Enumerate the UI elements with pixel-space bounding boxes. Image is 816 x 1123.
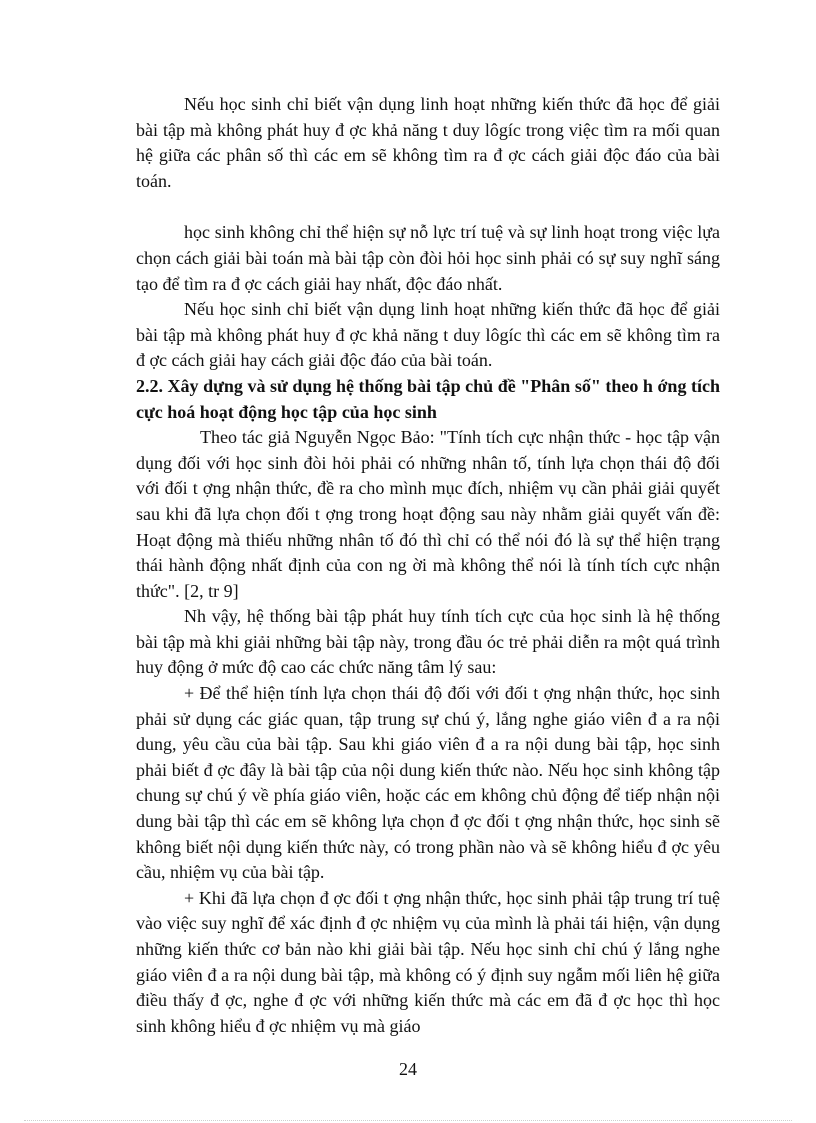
paragraph-1: Nếu học sinh chỉ biết vận dụng linh hoạt những kiến thức đã học để giải bài tập mà không phát huy đ ợc khả năng t duy lôgíc trong việc tìm ra mối quan hệ giữa các phân số thì các em sẽ không tìm ra đ ợc cách giải độc đáo của bài toán. (136, 94, 720, 191)
paragraph-7: + Khi đã lựa chọn đ ợc đối t ợng nhận thức, học sinh phải tập trung trí tuệ vào việc suy nghĩ để xác định đ ợc nhiệm vụ của mình là phải tái hiện, vận dụng những kiến thức cơ bản nào khi giải bài tập. Nếu học sinh chỉ chú ý lắng nghe giáo viên đ a ra nội dung bài tập, mà không có ý định suy ngẫm mối liên hệ giữa điều thấy đ ợc, nghe đ ợc với những kiến thức mà các em đã đ ợc học thì học sinh không hiểu đ ợc nhiệm vụ mà giáo (136, 887, 720, 1036)
paragraph-3: Nếu học sinh chỉ biết vận dụng linh hoạt những kiến thức đã học để giải bài tập mà không phát huy đ ợc khả năng t duy lôgíc thì các em sẽ không tìm ra đ ợc cách giải hay cách giải độc đáo của bài toán. (136, 299, 720, 371)
paragraph-gap (136, 194, 720, 220)
section-heading: 2.2. Xây dựng và sử dụng hệ thống bài tập chủ đề "Phân số" theo h ớng tích cực hoá hoạt động học tập của học sinh (136, 375, 720, 422)
paragraph-2: học sinh không chỉ thể hiện sự nỗ lực trí tuệ và sự linh hoạt trong việc lựa chọn cách giải bài toán mà bài tập còn đòi hỏi học sinh phải có sự suy nghĩ sáng tạo để tìm ra đ ợc cách giải hay nhất, độc đáo nhất. (136, 222, 720, 294)
paragraph-5: Nh vậy, hệ thống bài tập phát huy tính tích cực của học sinh là hệ thống bài tập mà khi giải những bài tập này, trong đầu óc trẻ phải diễn ra một quá trình huy động ở mức độ cao các chức năng tâm lý sau: (136, 606, 720, 678)
page-number: 24 (399, 1059, 417, 1079)
paragraph-4: Theo tác giả Nguyễn Ngọc Bảo: "Tính tích cực nhận thức - học tập vận dụng đối với học sinh đòi hỏi phải có những nhân tố, tính lựa chọn thái độ đối với đối t ợng nhận thức, đề ra cho mình mục đích, nhiệm vụ cần phải giải quyết sau khi đã lựa chọn đối t ợng trong hoạt động sau này nhằm giải quyết vấn đề: Hoạt động mà thiếu những nhân tố đó thì chỉ có thể nói đó là sự thể hiện trạng thái hành động nhất định của con ng ời mà không thể nói là tính tích cực nhận thức". [2, tr 9] (136, 427, 720, 601)
paragraph-6: + Để thể hiện tính lựa chọn thái độ đối với đối t ợng nhận thức, học sinh phải sử dụng các giác quan, tập trung sự chú ý, lắng nghe giáo viên đ a ra nội dung, yêu cầu của bài tập. Sau khi giáo viên đ a ra nội dung bài tập, học sinh phải biết đ ợc đây là bài tập của nội dung kiến thức nào. Nếu học sinh không tập chung sự chú ý về phía giáo viên, hoặc các em không chủ động để tiếp nhận nội dung bài tập thì các em sẽ không lựa chọn đ ợc đối t ợng nhận thức, học sinh sẽ không biết nội dụng kiến thức này, có trong phần nào và sẽ không hiểu đ ợc yêu cầu, nhiệm vụ của bài tập. (136, 683, 720, 883)
page-bottom-divider (24, 1120, 792, 1121)
page-body (136, 92, 720, 1039)
